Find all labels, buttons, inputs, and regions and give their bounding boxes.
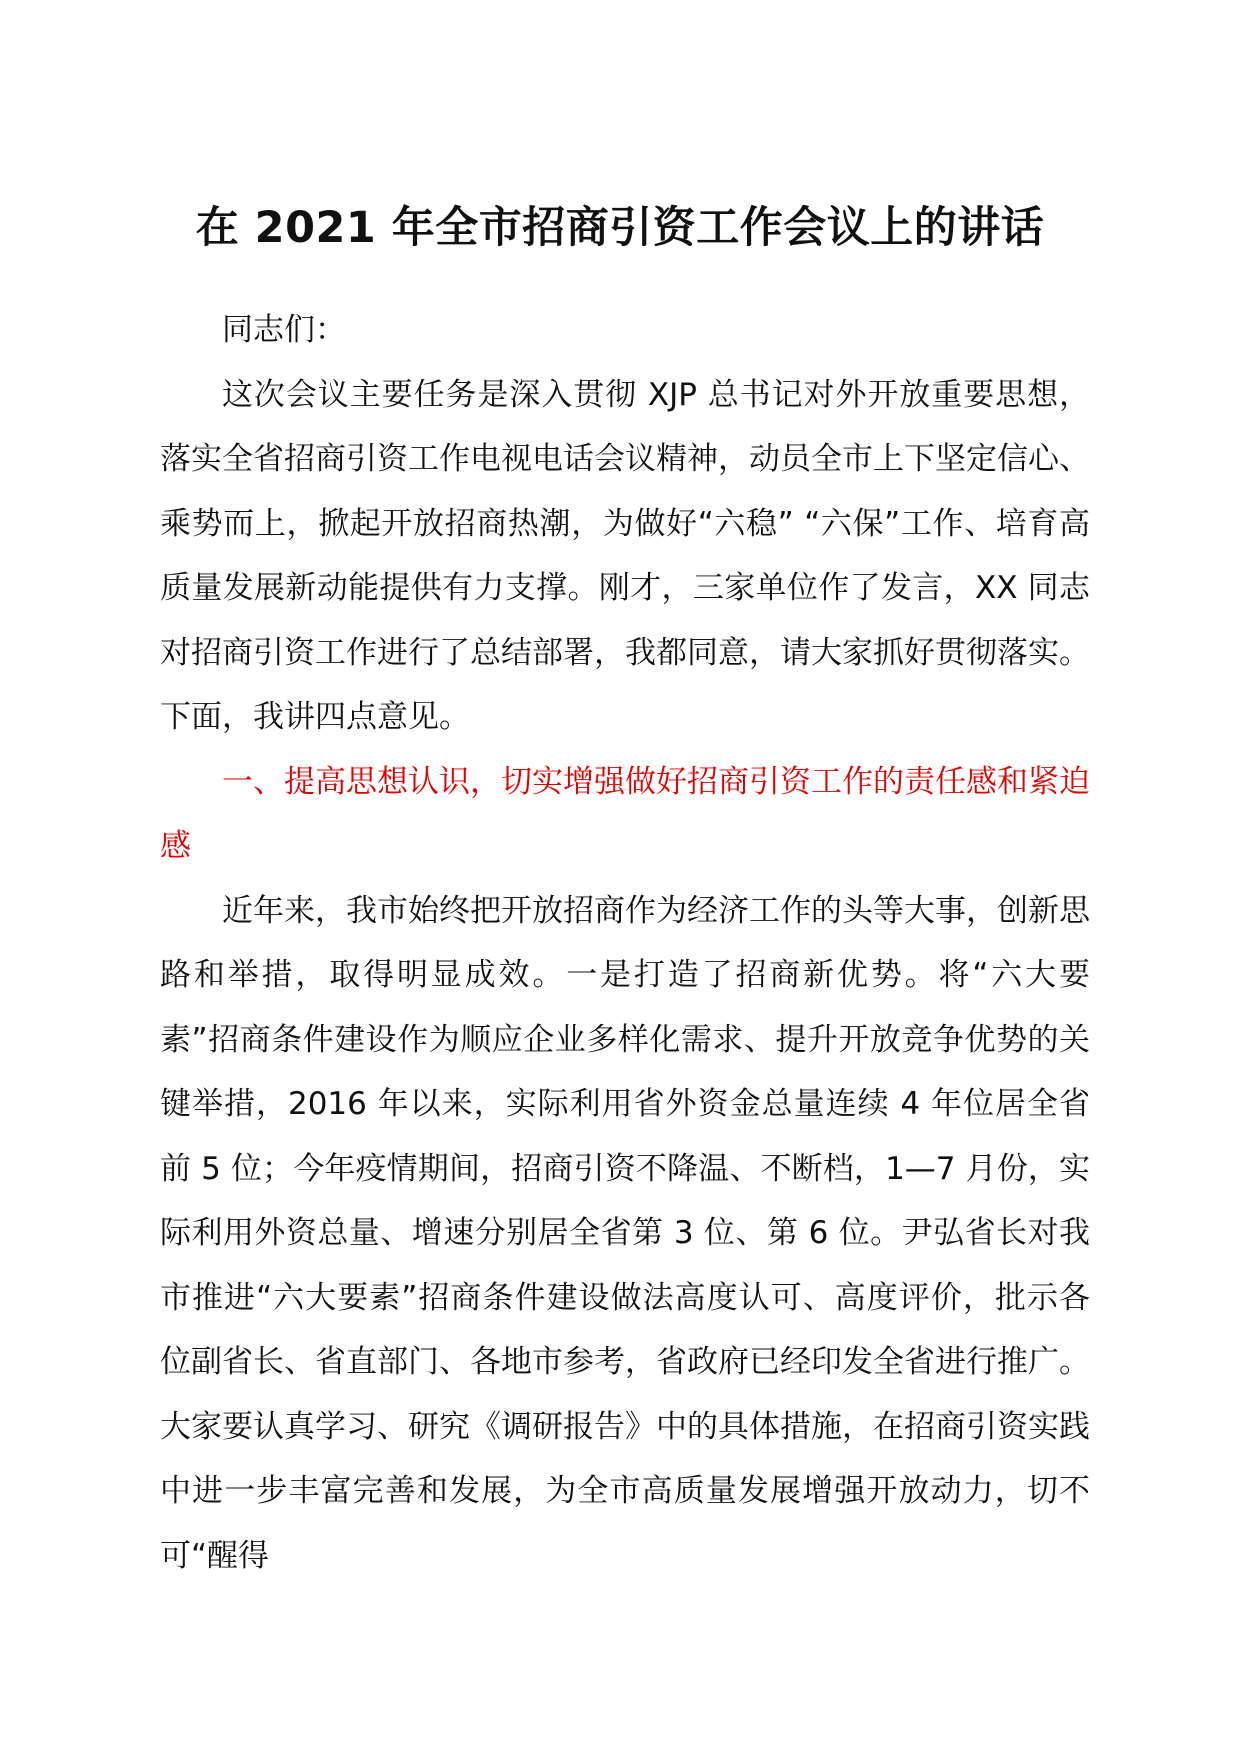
section-heading: 一、提高思想认识，切实增强做好招商引资工作的责任感和紧迫感 [160, 763, 1090, 864]
document-title: 在 2021 年全市招商引资工作会议上的讲话 [195, 203, 1045, 253]
salutation: 同志们： [222, 312, 346, 348]
intro-paragraph: 这次会议主要任务是深入贯彻 XJP 总书记对外开放重要思想，落实全省招商引资工作电视电话会议精神，动员全市上下坚定信心、乘势而上，掀起开放招商热潮，为做好“六稳” “六保”工作、培育高质量发展新动能提供有力支撑。刚才，三家单位作了发言，XX 同志对招商引资工作进行了总结部署，我都同意，请大家抓好贯彻落实。下面，我讲四点意见。 [160, 376, 1090, 735]
section-paragraph: 近年来，我市始终把开放招商作为经济工作的头等大事，创新思路和举措，取得明显成效。一是打造了招商新优势。将“六大要素”招商条件建设作为顺应企业多样化需求、提升开放竞争优势的关键举措，2016 年以来，实际利用省外资金总量连续 4 年位居全省前 5 位；今年疫情期间，招商引资不降温、不断档，1—7 月份，实际利用外资总量、增速分别居全省第 3 位、第 6 位。尹弘省长对我市推进“六大要素”招商条件建设做法高度认可、高度评价，批示各位副省长、省直部门、各地市参考，省政府已经印发全省进行推广。大家要认真学习、研究《调研报告》中的具体措施，在招商引资实践中进一步丰富完善和发展，为全市高质量发展增强开放动力，切不可“醒得 [160, 892, 1090, 1574]
document-body [160, 298, 1090, 1588]
